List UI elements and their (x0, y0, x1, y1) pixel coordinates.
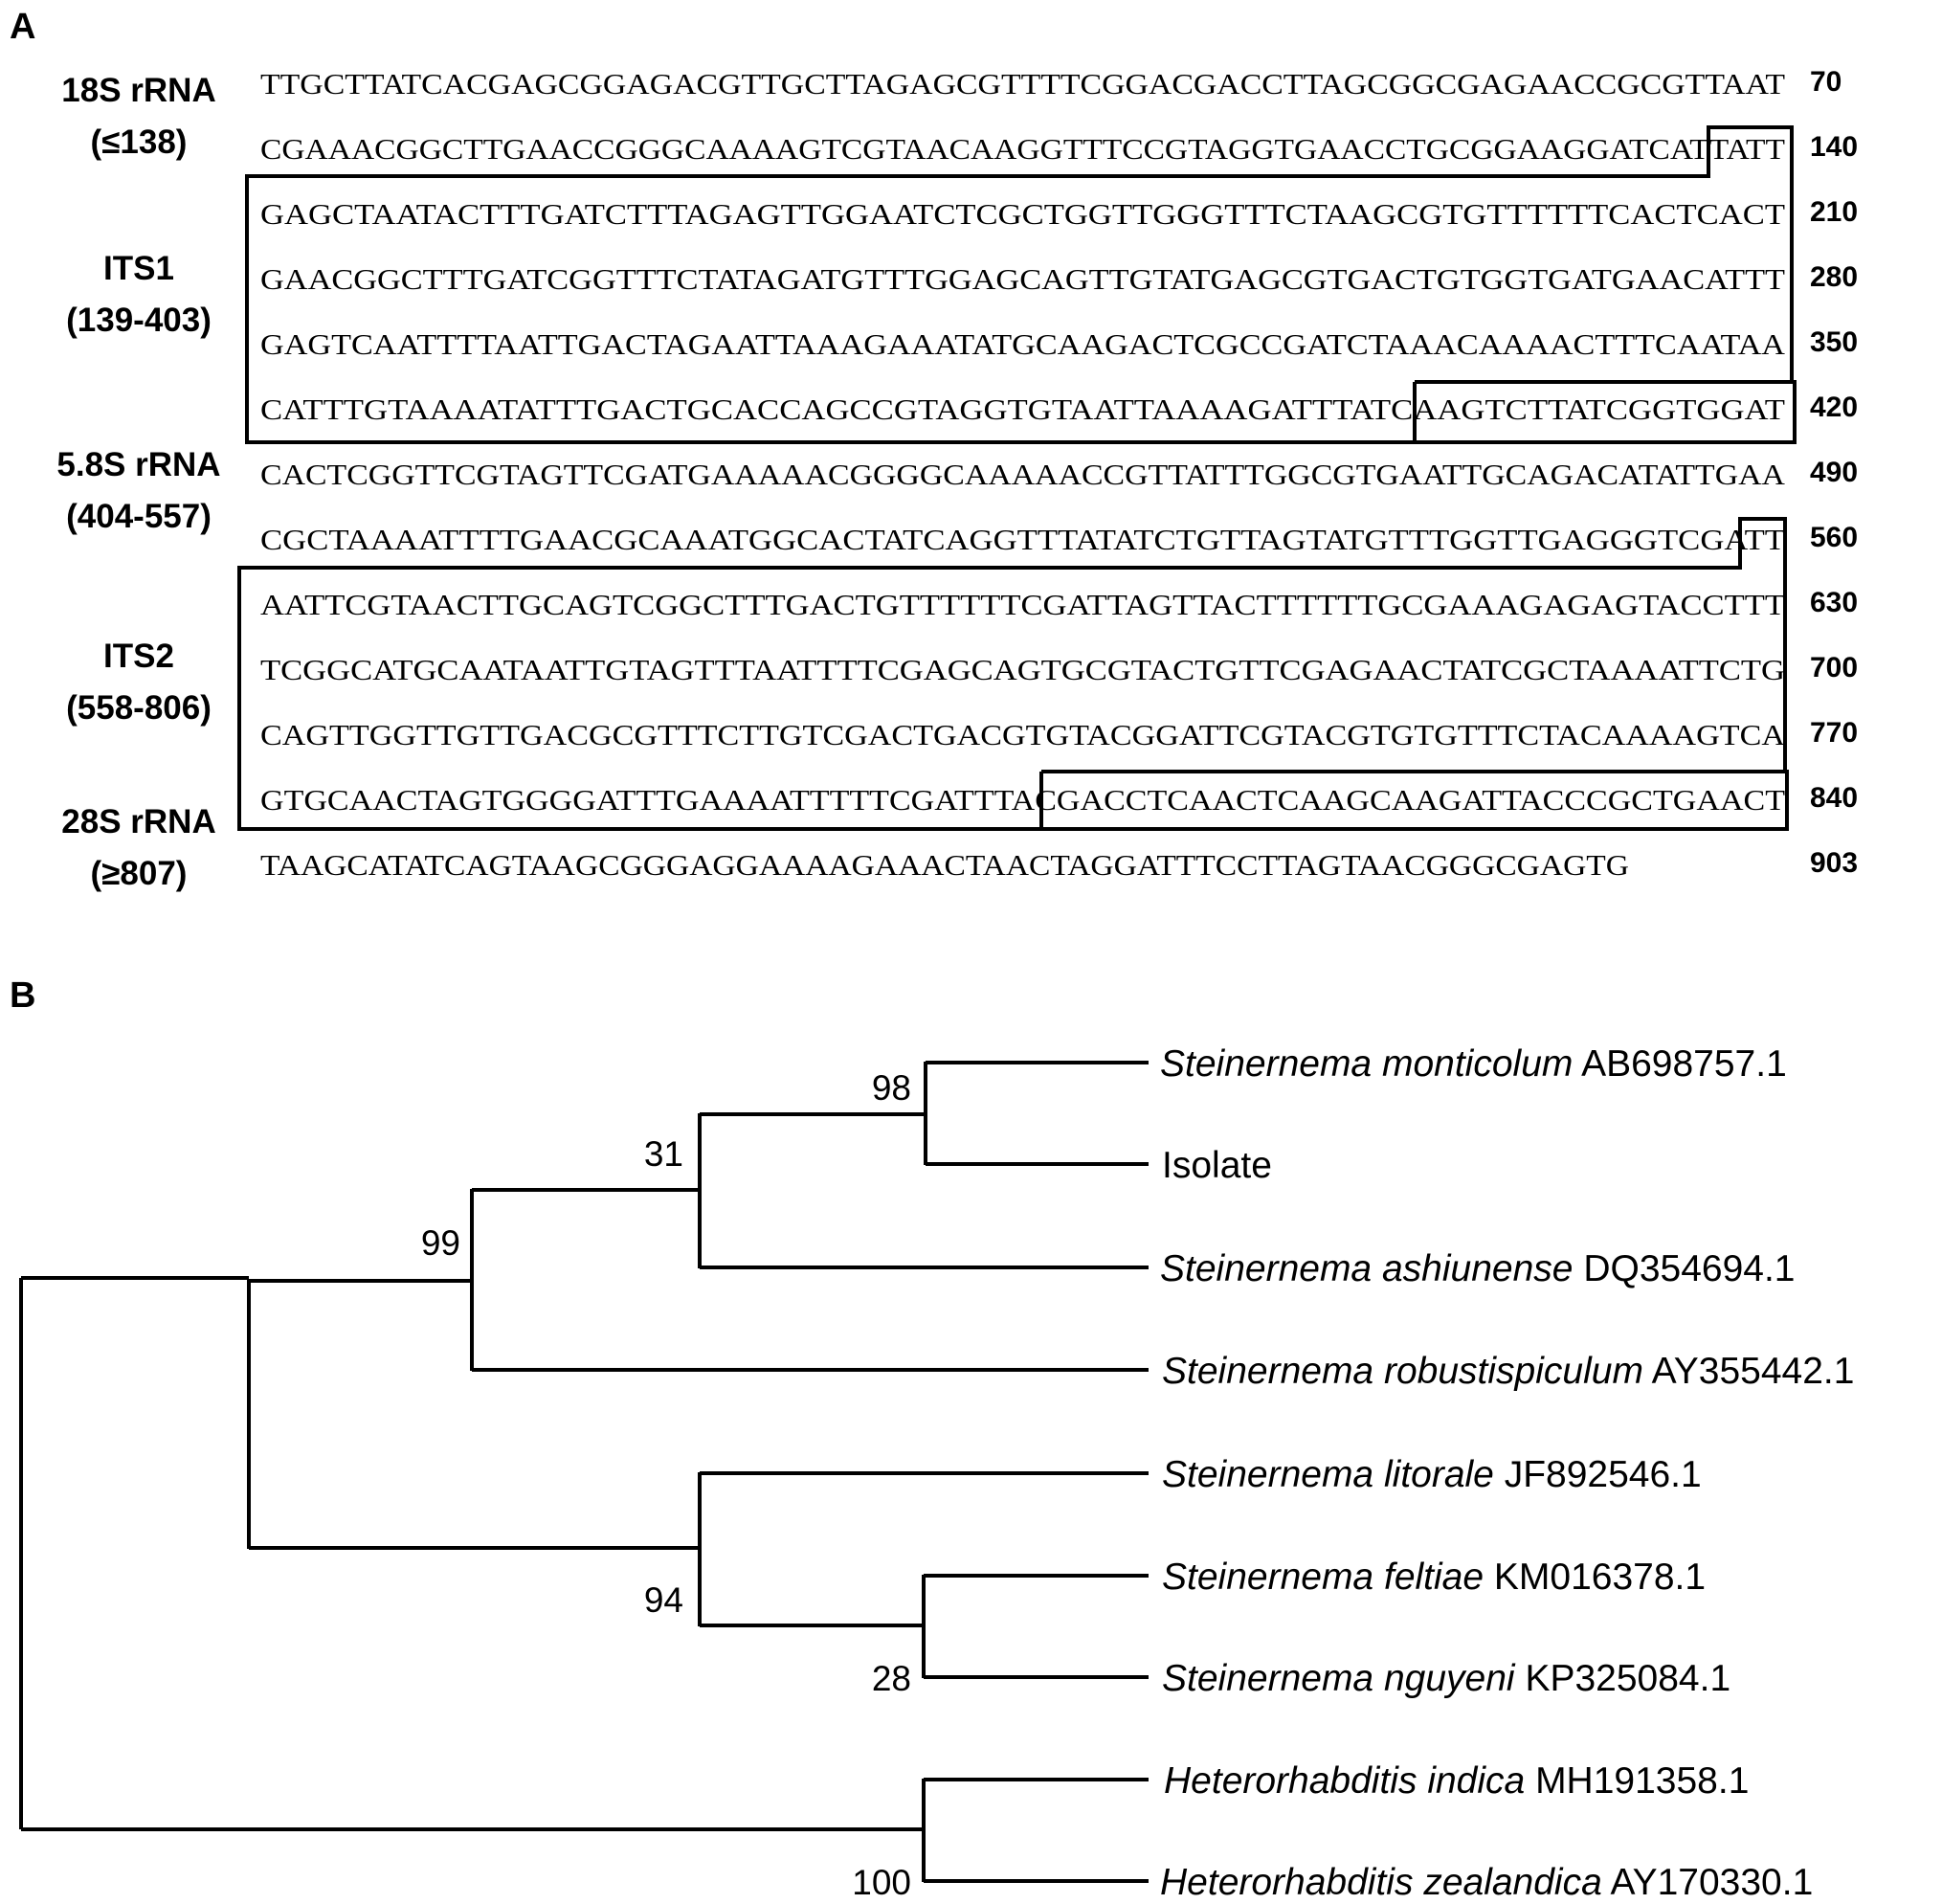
sequence-line-4: GAACGGCTTTGATCGGTTTCTATAGATGTTTGGAGCAGTTGTATGAGCGTGACTGTGGTGATGAACATTT (260, 263, 1786, 296)
taxon-label (1164, 1760, 1749, 1802)
region-its1-range: (139-403) (66, 302, 212, 339)
taxon-labels (1160, 1043, 1854, 1903)
taxon-accession: AY355442.1 (1651, 1351, 1855, 1392)
taxon-species: feltiae (1383, 1557, 1484, 1598)
panel-a-label: A (10, 7, 36, 47)
region-28s-name: 28S rRNA (61, 803, 216, 840)
taxon-genus: Steinernema (1162, 1454, 1374, 1495)
taxon-accession: JF892546.1 (1504, 1454, 1702, 1495)
phylogenetic-tree (21, 1062, 1149, 1882)
taxon-label (1162, 1658, 1730, 1699)
sequence-block (260, 68, 1785, 882)
taxon-genus: Steinernema (1160, 1043, 1373, 1085)
region-18s-range: (≤138) (90, 123, 188, 161)
position-number: 630 (1810, 587, 1859, 618)
tree-node-99-branch (472, 1189, 1149, 1371)
taxon-genus: Steinernema (1162, 1658, 1374, 1699)
taxon-accession: AY170330.1 (1610, 1862, 1814, 1903)
taxon-genus: Steinernema (1160, 1248, 1373, 1289)
taxon-genus: Heterorhabditis (1164, 1760, 1417, 1802)
taxon-accession: KP325084.1 (1525, 1658, 1731, 1699)
region-its1-name: ITS1 (103, 250, 174, 287)
tree-steinernema-branch (249, 1280, 700, 1549)
sequence-line-2: CGAAACGGCTTGAACCGGGCAAAAGTCGTAACAAGGTTTCCGTAGGTGAACCTGCGGAAGGATCATTATT (260, 133, 1786, 166)
region-its2-name: ITS2 (103, 638, 174, 675)
tree-heterorhabditis-branch (924, 1779, 1149, 1882)
taxon-label (1162, 1454, 1702, 1495)
position-number: 350 (1810, 326, 1859, 358)
bootstrap-value: 100 (852, 1863, 911, 1902)
position-number: 140 (1810, 131, 1859, 163)
position-number: 280 (1810, 261, 1859, 293)
taxon-species: nguyeni (1383, 1658, 1515, 1699)
taxon-species: monticolum (1381, 1043, 1574, 1085)
region-labels (56, 72, 220, 892)
sequence-line-1: TTGCTTATCACGAGCGGAGACGTTGCTTAGAGCGTTTTCGGACGACCTTAGCGGCGAGAACCGCGTTAAT (260, 68, 1786, 101)
position-number: 210 (1810, 196, 1859, 228)
sequence-line-10: TCGGCATGCAATAATTGTAGTTTAATTTTCGAGCAGTGCGTACTGTTCGAGAACTATCGCTAAAATTCTG (260, 654, 1785, 686)
sequence-line-9: AATTCGTAACTTGCAGTCGGCTTTGACTGTTTTTTCGATTAGTTACTTTTTTGCGAAAGAGAGTACCTTT (260, 589, 1786, 621)
taxon-species: robustispiculum (1383, 1351, 1643, 1392)
region-28s-range: (≥807) (90, 855, 188, 892)
taxon-species: zealandica (1423, 1862, 1602, 1903)
region-58s-range: (404-557) (66, 498, 212, 535)
sequence-line-6: CATTTGTAAAATATTTGACTGCACCAGCCGTAGGTGTAATTAAAAGATTTATCAAGTCTTATCGGTGGAT (260, 393, 1786, 426)
taxon-accession: KM016378.1 (1493, 1557, 1707, 1598)
taxon-accession: MH191358.1 (1535, 1760, 1750, 1802)
tree-node-28-branch (924, 1575, 1149, 1678)
position-number: 420 (1810, 392, 1859, 423)
position-number: 700 (1810, 652, 1859, 683)
tree-node-98-branch (926, 1062, 1149, 1165)
sequence-line-5: GAGTCAATTTTAATTGACTAGAATTAAAGAAATATGCAAGACTCGCCGATCTAAACAAAACTTTCAATAA (260, 328, 1785, 361)
taxon-label (1162, 1145, 1272, 1186)
position-number: 840 (1810, 782, 1859, 814)
bootstrap-value: 99 (420, 1223, 460, 1263)
bootstrap-value: 98 (871, 1068, 911, 1108)
bootstrap-value: 94 (643, 1580, 683, 1620)
position-number: 770 (1810, 717, 1859, 749)
taxon-label (1160, 1862, 1813, 1903)
taxon-label (1160, 1248, 1796, 1289)
taxon-label (1162, 1351, 1854, 1392)
sequence-line-7: CACTCGGTTCGTAGTTCGATGAAAAACGGGGCAAAAACCGTTATTTGGCGTGAATTGCAGACATATTGAA (260, 459, 1785, 491)
region-18s-name: 18S rRNA (61, 72, 216, 109)
sequence-line-13: TAAGCATATCAGTAAGCGGGAGGAAAAGAAACTAACTAGGATTTCCTTAGTAACGGGCGAGTG (260, 849, 1629, 882)
taxon-species: ashiunense (1381, 1248, 1574, 1289)
taxon-genus: Heterorhabditis (1160, 1862, 1414, 1903)
sequence-line-12: GTGCAACTAGTGGGGATTTGAAAATTTTTCGATTTACGACCTCAACTCAAGCAAGATTACCCGCTGAACT (260, 784, 1786, 817)
sequence-line-11: CAGTTGGTTGTTGACGCGTTTCTTGTCGACTGACGTGTACGGATTCGTACGTGTGTTTCTACAAAAGTCA (260, 719, 1785, 751)
region-its2-range: (558-806) (66, 689, 212, 727)
taxon-species: indica (1427, 1760, 1526, 1802)
position-numbers (1810, 66, 1858, 879)
taxon-genus: Isolate (1162, 1145, 1272, 1186)
bootstrap-value: 31 (643, 1134, 683, 1174)
panel-b-label: B (10, 975, 36, 1016)
position-number: 560 (1810, 522, 1859, 553)
taxon-genus: Steinernema (1162, 1557, 1374, 1598)
taxon-accession: AB698757.1 (1581, 1043, 1787, 1085)
sequence-line-3: GAGCTAATACTTTGATCTTTAGAGTTGGAATCTCGCTGGTTGGGTTTCTAAGCGTGTTTTTTCACTCACT (260, 198, 1786, 231)
region-58s-name: 5.8S rRNA (56, 446, 221, 483)
taxon-genus: Steinernema (1162, 1351, 1374, 1392)
bootstrap-values (421, 1068, 911, 1902)
taxon-label (1160, 1043, 1787, 1085)
sequence-line-8: CGCTAAAATTTTGAACGCAAATGGCACTATCAGGTTTATATCTGTTAGTATGTTTGGTTGAGGGTCGATT (260, 524, 1786, 556)
position-number: 70 (1810, 66, 1842, 98)
taxon-accession: DQ354694.1 (1583, 1248, 1796, 1289)
position-number: 903 (1810, 847, 1859, 879)
bootstrap-value: 28 (871, 1659, 911, 1698)
position-number: 490 (1810, 457, 1859, 488)
taxon-label (1162, 1557, 1706, 1598)
taxon-species: litorale (1383, 1454, 1494, 1495)
